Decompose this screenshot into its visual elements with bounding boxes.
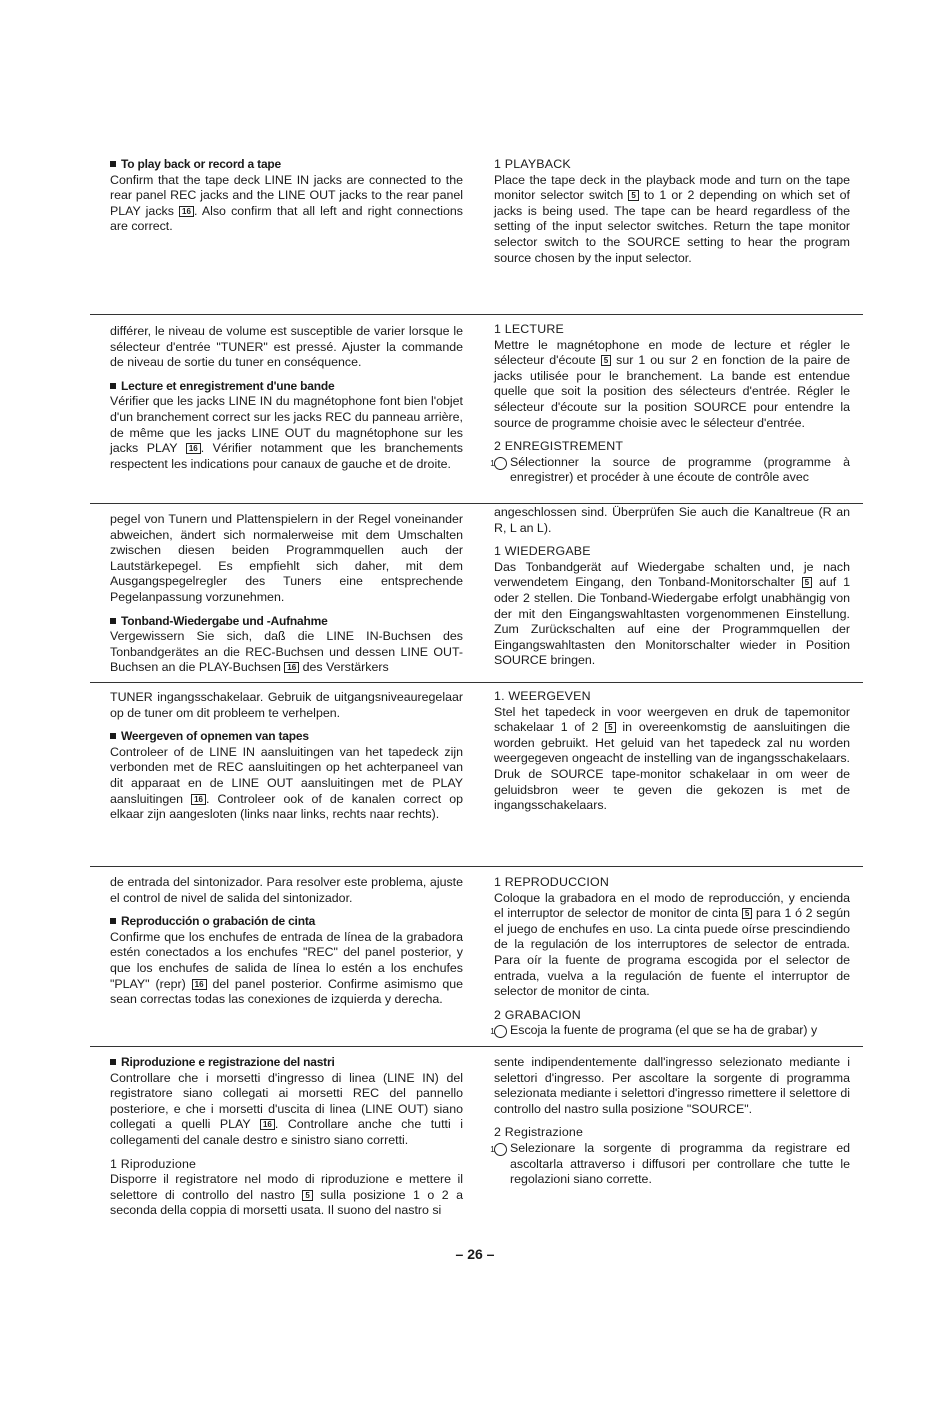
switch-reference-box: 5 (605, 722, 615, 733)
registrazione-step: 1 Selezionare la sorgente di programma da registrare ed ascoltarla attraverso i diffusori per controllare che tutte le regolazioni siano corrette. (490, 1140, 850, 1187)
step-number-circle: 1 (494, 1143, 507, 1156)
spanish-intro: de entrada del sintonizador. Para resolver este problema, ajuste el control de nivel de salida del sintonizador. (110, 875, 463, 905)
weergeven-heading: 1. WEERGEVEN (494, 689, 591, 703)
jack-reference-box: 16 (179, 206, 194, 217)
lecture-paragraph: Mettre le magnétophone en mode de lecture et régler le sélecteur d'écoute 5 sur 1 ou sur 2 en fonction de la paire de jacks utilisée pour le branchement. La bande est entendue quelle que soit la position des sélecteurs d'entrée. Régler le sélecteur d'écoute sur la position SOURCE pour entendre la source de programme choisie avec le sélecteur d'entrée. (494, 337, 850, 430)
french-paragraph: Vérifier que les jacks LINE IN du magnétophone font bien l'objet d'un branchement correct sur les jacks REC du panneau arrière, de même que les jacks LINE OUT du magnétophone sur les jacks PLAY 16 . Vérifier notamment que les branchements respectent les indications pour canaux de gauche et de droite. (110, 394, 464, 471)
weergeven-paragraph: Stel het tapedeck in voor weergeven en druk de tapemonitor schakelaar 1 of 2 5 in overeenkomstig de aansluitingen die worden gebruikt. Het geluid van het tapedeck zal nu worden weergegeven ongeacht de instelling van de ingangsschakelaars. Druk de SOURCE tape-monitor schakelaar in om weer de geluidsbron weer te geven die gekozen is met de ingangsschakelaars. (494, 704, 850, 813)
italian-section-heading: Riproduzione e registrazione del nastri (110, 1055, 463, 1071)
riproduzione-heading: 1 Riproduzione (110, 1156, 197, 1171)
grabacion-heading: 2 GRABACION (494, 1007, 581, 1022)
french-left-column (110, 324, 463, 472)
switch-reference-box: 5 (601, 355, 611, 366)
french-right-column (490, 322, 850, 486)
italian-right-column (490, 1055, 850, 1188)
wiedergabe-heading: 1 WIEDERGABE (494, 544, 591, 559)
english-paragraph: Confirm that the tape deck LINE IN jacks are connected to the rear panel REC jacks and the LINE OUT jacks to the rear panel PLAY jacks 16 . Also confirm that all left and right connections are correct. (110, 172, 463, 234)
french-intro: différer, le niveau de volume est susceptible de varier lorsque le sélecteur d'entrée "TUNER" est pressé. Ajuster la commande de niveau de sortie du tuner en conséquence. (110, 324, 463, 370)
riproduzione-paragraph: Disporre il registratore nel modo di riproduzione e mettere il selettore di controllo del nastro 5 sulla posizione 1 o 2 a seconda della coppia di morsetti usata. Il suono del nastro si (110, 1172, 463, 1218)
step-number-circle: 1 (494, 457, 507, 470)
german-paragraph: Vergewissern Sie sich, daß die LINE IN-Buchsen des Tonbandgerätes an die REC-Buchsen und dessen LINE OUT-Buchsen an die PLAY-Buchsen 16 des Verstärkers (110, 629, 463, 675)
french-section-heading: Lecture et enregistrement d'une bande (110, 379, 463, 395)
section-divider (90, 682, 863, 683)
playback-heading: 1 PLAYBACK (494, 157, 571, 171)
dutch-section-heading: Weergeven of opnemen van tapes (110, 729, 463, 745)
german-left-column (110, 512, 463, 676)
dutch-left-column (110, 690, 463, 823)
switch-reference-box: 5 (802, 577, 812, 588)
german-section-heading: Tonband-Wiedergabe und -Aufnahme (110, 614, 463, 630)
english-left-column (110, 157, 463, 235)
wiedergabe-paragraph: Das Tonbandgerät auf Wiedergabe schalten und, je nach verwendetem Eingang, den Tonband-Monitorschalter 5 auf 1 oder 2 stellen. Die Tonband-Wiedergabe erfolgt unabhängig von der mit den Eingangswahltasten vorgenommenen Einstellung. Zum Zurückschalten auf eine der Programmquellen der Eingangswahltasten den Monitorschalter wieder in Position SOURCE bringen. (494, 559, 850, 668)
section-divider (90, 314, 863, 315)
lecture-heading: 1 LECTURE (494, 322, 564, 336)
reproduccion-paragraph: Coloque la grabadora en el modo de reproducción, y encienda el interruptor de selector de monitor de cinta 5 para 1 ó 2 según el juego de enchufes en uso. La cinta puede oírse prescindiendo de la regulación de los interruptores de selector de entrada. Para oír la fuente de programa escogida por el selector de entrada, vuelva a la regulación de fuente el interruptor de selector de monitor de cinta. (494, 890, 850, 999)
enregistrement-step: 1 Sélectionner la source de programme (programme à enregistrer) et procéder à une écoute de contrôle avec (490, 454, 850, 485)
spanish-right-column (490, 875, 850, 1039)
dutch-intro: TUNER ingangsschakelaar. Gebruik de uitgangsniveauregelaar op de tuner om dit probleem te verhelpen. (110, 690, 463, 720)
switch-reference-box: 5 (628, 190, 638, 201)
page-number: – 26 – (455, 1246, 495, 1262)
english-section-heading: To play back or record a tape (110, 157, 463, 173)
italian-intro-right: sente indipendentemente dall'ingresso selezionato mediante i selettori d'ingresso. Per ascoltare la sorgente di programma selezionata mediante i selettori d'ingresso rimettere il selettore di controllo del nastro sulla posizione "SOURCE". (494, 1055, 850, 1116)
jack-reference-box: 16 (260, 1119, 275, 1130)
german-intro-right: angeschlossen sind. Überprüfen Sie auch die Kanaltreue (R an R, L an L). (494, 505, 850, 535)
jack-reference-box: 16 (192, 979, 207, 990)
switch-reference-box: 5 (302, 1190, 312, 1201)
playback-paragraph: Place the tape deck in the playback mode and turn on the tape monitor selector switch 5 to 1 or 2 depending on which set of jacks is being used. The tape can be heard regardless of the setting of the input selector switches. Return the tape monitor selector switch to the SOURCE setting to hear the program source chosen by the input selector. (494, 172, 850, 265)
spanish-paragraph: Confirme que los enchufes de entrada de línea de la grabadora estén conectados a los enchufes "REC" del panel posterior, y que los enchufes de salida de línea lo estén a los enchufes "PLAY" (repr) 16 del panel posterior. Confirme asimismo que sean correctas todas las conexiones de izquierda y derecha. (110, 929, 463, 1007)
enregistrement-heading: 2 ENREGISTREMENT (494, 439, 624, 454)
spanish-section-heading: Reproducción o grabación de cinta (110, 914, 463, 930)
switch-reference-box: 5 (742, 908, 752, 919)
jack-reference-box: 16 (191, 794, 206, 805)
step-number-circle: 1 (494, 1025, 507, 1038)
dutch-paragraph: Controleer of de LINE IN aansluitingen van het tapedeck zijn verbonden met de REC aansluitingen op het achterpaneel van dit apparaat en de LINE OUT aansluitingen met de PLAY aansluitingen 16 . Controleer ook of de kanalen correct op elkaar zijn aangesloten (links naar links, rechts naar rechts). (110, 744, 463, 822)
italian-left-column (110, 1055, 463, 1219)
dutch-right-column (494, 689, 850, 814)
registrazione-heading: 2 Registrazione (494, 1125, 584, 1140)
grabacion-step: 1 Escoja la fuente de programa (el que se ha de grabar) y (490, 1023, 818, 1038)
jack-reference-box: 16 (186, 443, 201, 454)
italian-paragraph: Controllare che i morsetti d'ingresso di linea (LINE IN) del registratore siano collegati ai morsetti REC del pannello posteriore, e che i morsetti d'uscita di linea (LINE OUT) siano collegati a quelli PLAY 16 . Controllare anche che tutti i collegamenti del canale destro e sinistro siano corretti. (110, 1070, 463, 1147)
english-right-column (494, 157, 850, 266)
spanish-left-column (110, 875, 463, 1008)
german-right-column (494, 505, 850, 669)
section-divider (90, 503, 863, 504)
section-divider (90, 866, 863, 867)
reproduccion-heading: 1 REPRODUCCION (494, 875, 610, 889)
jack-reference-box: 16 (284, 662, 299, 673)
german-intro: pegel von Tunern und Plattenspielern in der Regel voneinander abweichen, ändert sich normalerweise mit dem Umschalten zwischen diesen beiden Programmquellen auch der Lautstärkepegel. Es empfiehlt sich daher, mit dem Ausgangspegelregler des Tuners eine entsprechende Pegelanpassung vorzunehmen. (110, 512, 463, 604)
section-divider (90, 1046, 863, 1047)
